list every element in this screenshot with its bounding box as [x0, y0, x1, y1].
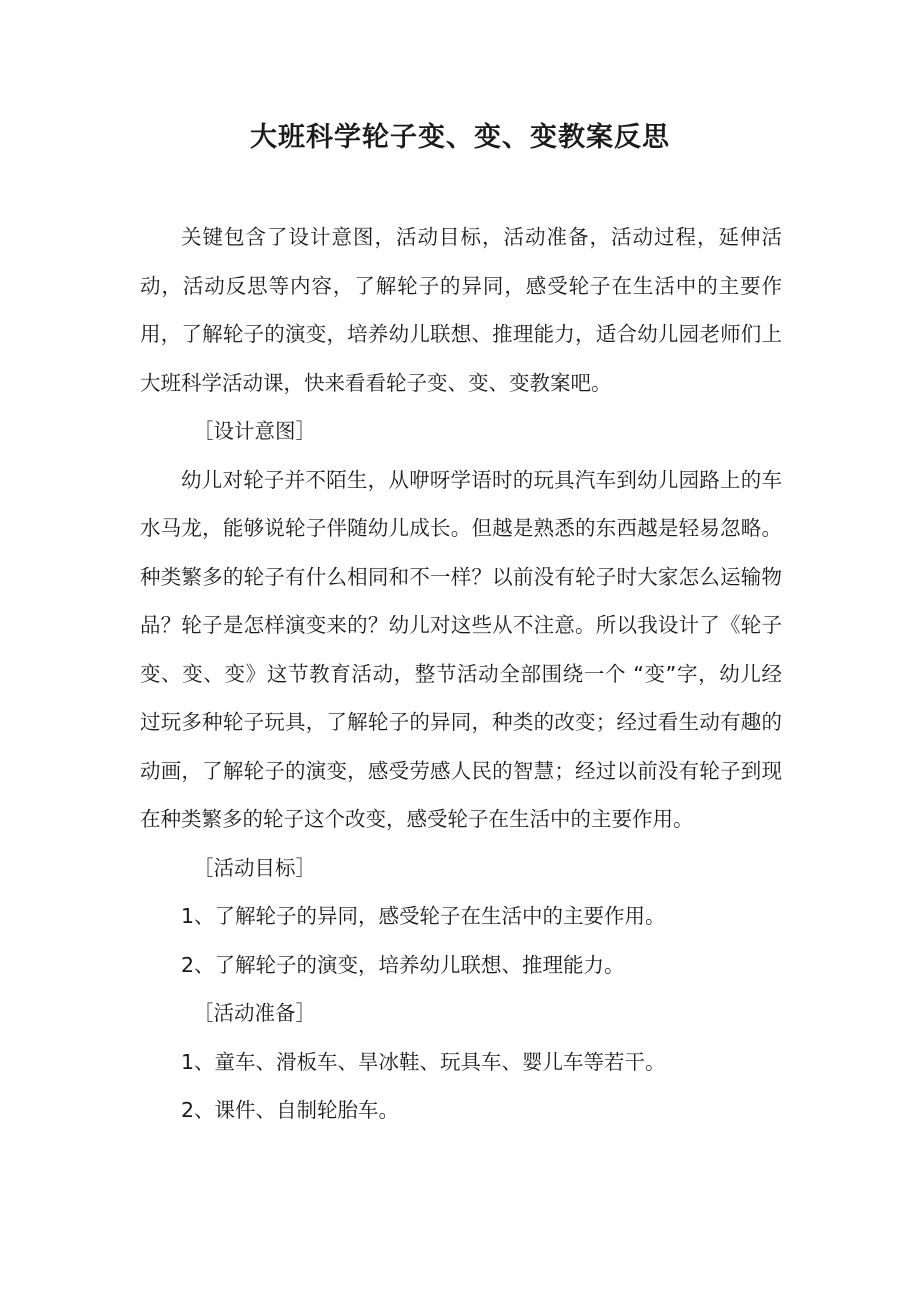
goals-heading: ［活动目标］ — [193, 855, 316, 880]
intro-paragraph: 关键包含了设计意图，活动目标，活动准备，活动过程，延伸活动，活动反思等内容，了解轮子的异同，感受轮子在生活中的主要作用，了解轮子的演变，培养幼儿联想、推理能力，适合幼儿园老师们上大班科学活动课，快来看看轮子变、变、变教案吧。 — [140, 225, 782, 395]
preparation-item: 1、童车、滑板车、旱冰鞋、玩具车、婴儿车等若干。 — [181, 1049, 666, 1074]
goal-item: 2、了解轮子的演变，培养幼儿联想、推理能力。 — [181, 952, 625, 977]
design-intent-heading: ［设计意图］ — [193, 419, 316, 443]
document-body — [140, 213, 782, 1135]
preparation-heading: ［活动准备］ — [193, 1001, 316, 1025]
design-intent-paragraph: 幼儿对轮子并不陌生，从咿呀学语时的玩具汽车到幼儿园路上的车水马龙，能够说轮子伴随幼儿成长。但越是熟悉的东西越是轻易忽略。种类繁多的轮子有什么相同和不一样？以前没有轮子时大家怎么运输物品？轮子是怎样演变来的？幼儿对这些从不注意。所以我设计了《轮子变、变、变》这节教育活动，整节活动全部围绕一个 “变”字，幼儿经过玩多种轮子玩具，了解轮子的异同，种类的改变；经过看生动有趣的动画，了解轮子的演变，感受劳感人民的智慧；经过以前没有轮子到现在种类繁多的轮子这个改变，感受轮子在生活中的主要作用。 — [140, 467, 782, 831]
document-title: 大班科学轮子变、变、变教案反思 — [250, 122, 670, 153]
goal-item: 1、了解轮子的异同，感受轮子在生活中的主要作用。 — [181, 904, 666, 928]
preparation-item: 2、课件、自制轮胎车。 — [181, 1098, 400, 1122]
